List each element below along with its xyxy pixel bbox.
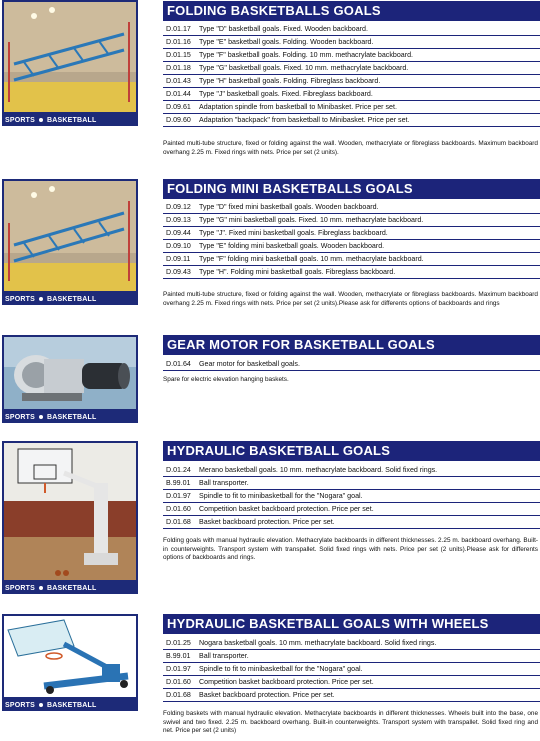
product-row: [163, 49, 540, 62]
photo-folding-goals: [2, 0, 138, 126]
product-code: D.09.60: [166, 116, 191, 124]
product-description: Nogara basketball goals. 10 mm. methacrylate backboard. Solid fixed rings.: [199, 639, 437, 647]
caption-subcategory: BASKETBALL: [46, 117, 97, 124]
photo-caption: [5, 117, 96, 124]
product-code: D.09.11: [166, 255, 191, 263]
product-image: [4, 337, 136, 409]
product-row: [163, 650, 540, 663]
photo-hydraulic-goals: [2, 441, 138, 594]
product-description: Merano basketball goals. 10 mm. methacrylate backboard. Solid fixed rings.: [199, 466, 438, 474]
product-description: Type "H". Folding mini basketball goals. Fibreglass backboard.: [199, 268, 396, 276]
product-description: Type "D" fixed mini basketball goals. Wooden backboard.: [199, 203, 379, 211]
product-description: Basket backboard protection. Price per set.: [199, 691, 335, 699]
product-code: D.09.13: [166, 216, 191, 224]
product-code: D.01.17: [166, 25, 191, 33]
bullet-icon: [39, 703, 43, 707]
caption-subcategory: BASKETBALL: [46, 414, 97, 421]
product-code: B.99.01: [166, 652, 191, 660]
product-description: Competition basket backboard protection. Price per set.: [199, 505, 374, 513]
product-image: [4, 2, 136, 112]
product-row: [163, 689, 540, 702]
product-description: Type "J" basketball goals. Fixed. Fibreglass backboard.: [199, 90, 373, 98]
bullet-icon: [39, 297, 43, 301]
product-code: D.01.16: [166, 38, 191, 46]
product-image: [4, 443, 136, 580]
section-description: Painted multi-tube structure, fixed or folding against the wall. Wooden, methacrylate or fibreglass backboards. Maximum backboard overhang 2.25 m. Fixed rings with nets. Price per set (2 units).Please ask for differents options of backboards and rings: [163, 291, 538, 307]
product-description: Ball transporter.: [199, 479, 249, 487]
caption-category: SPORTS: [5, 702, 35, 709]
product-row: [163, 490, 540, 503]
product-code: B.99.01: [166, 479, 191, 487]
product-code: D.01.64: [166, 360, 191, 368]
product-row: [163, 214, 540, 227]
product-code: D.01.68: [166, 518, 191, 526]
photo-caption: [5, 702, 96, 709]
product-row: [163, 240, 540, 253]
product-row: [163, 477, 540, 490]
product-image: [4, 616, 136, 697]
bullet-icon: [39, 586, 43, 590]
product-code: D.01.97: [166, 665, 191, 673]
product-row: [163, 227, 540, 240]
product-description: Type "F" folding mini basketball goals. 10 mm. methacrylate backboard.: [199, 255, 424, 263]
product-row: [163, 516, 540, 529]
product-code: D.01.25: [166, 639, 191, 647]
bullet-icon: [39, 415, 43, 419]
caption-category: SPORTS: [5, 414, 35, 421]
section-title: FOLDING MINI BASKETBALLS GOALS: [163, 179, 540, 199]
product-image: [4, 181, 136, 291]
product-code: D.01.18: [166, 64, 191, 72]
product-code: D.09.44: [166, 229, 191, 237]
product-code: D.09.12: [166, 203, 191, 211]
photo-gear-motor: [2, 335, 138, 423]
product-code: D.01.97: [166, 492, 191, 500]
photo-caption: [5, 585, 96, 592]
product-code: D.09.61: [166, 103, 191, 111]
product-description: Type "D" basketball goals. Fixed. Wooden backboard.: [199, 25, 368, 33]
section-description: Spare for electric elevation hanging baskets.: [163, 376, 289, 383]
photo-caption: [5, 296, 96, 303]
caption-category: SPORTS: [5, 117, 35, 124]
product-description: Type "H" basketball goals. Folding. Fibreglass backboard.: [199, 77, 381, 85]
caption-category: SPORTS: [5, 296, 35, 303]
product-code: D.01.15: [166, 51, 191, 59]
caption-subcategory: BASKETBALL: [46, 702, 97, 709]
section-description: Folding baskets with manual hydraulic elevation. Methacrylate backboards in different thicknesses. Wheels built into the base, one swivel and two fixed. 2.25 m. backboard overhang. Built-in counterweights. Transport system with transpallet. Solid fixed ring and net. Price per set (2 units): [163, 710, 538, 734]
product-description: Ball transporter.: [199, 652, 249, 660]
product-row: [163, 676, 540, 689]
bullet-icon: [39, 118, 43, 122]
product-code: D.09.43: [166, 268, 191, 276]
product-row: [163, 253, 540, 266]
product-row: [163, 101, 540, 114]
product-row: [163, 503, 540, 516]
product-code: D.01.44: [166, 90, 191, 98]
product-description: Type "J". Fixed mini basketball goals. Fibreglass backboard.: [199, 229, 388, 237]
section-title: HYDRAULIC BASKETBALL GOALS WITH WHEELS: [163, 614, 540, 634]
product-description: Adaptation "backpack" from basketball to Minibasket. Price per set.: [199, 116, 410, 124]
caption-subcategory: BASKETBALL: [46, 585, 97, 592]
product-row: [163, 62, 540, 75]
photo-caption: [5, 414, 96, 421]
section-title: HYDRAULIC BASKETBALL GOALS: [163, 441, 540, 461]
product-row: [163, 88, 540, 101]
product-code: D.09.10: [166, 242, 191, 250]
product-description: Type "G" mini basketball goals. Fixed. 10 mm. methacrylate backboard.: [199, 216, 424, 224]
product-description: Spindle to fit to minibasketball for the "Nogara" goal.: [199, 665, 363, 673]
product-description: Gear motor for basketball goals.: [199, 360, 300, 368]
product-row: [163, 663, 540, 676]
product-description: Adaptation spindle from basketball to Minibasket. Price per set.: [199, 103, 397, 111]
product-list: [163, 637, 540, 702]
product-description: Type "G" basketball goals. Fixed. 10 mm. methacrylate backboard.: [199, 64, 409, 72]
caption-category: SPORTS: [5, 585, 35, 592]
product-description: Spindle to fit to minibasketball for the "Nogara" goal.: [199, 492, 363, 500]
product-row: [163, 36, 540, 49]
product-list: [163, 358, 540, 371]
product-description: Type "F" basketball goals. Folding. 10 mm. methacrylate backboard.: [199, 51, 414, 59]
product-row: [163, 23, 540, 36]
product-row: [163, 637, 540, 650]
product-code: D.01.60: [166, 505, 191, 513]
section-description: Painted multi-tube structure, fixed or folding against the wall. Wooden, methacrylate or fibreglass backboards. Maximum backboard overhang 2.25 m. Fixed rings with nets. Price per set (2 units).: [163, 140, 538, 156]
caption-subcategory: BASKETBALL: [46, 296, 97, 303]
product-description: Competition basket backboard protection. Price per set.: [199, 678, 374, 686]
product-description: Type "E" folding mini basketball goals. Wooden backboard.: [199, 242, 385, 250]
photo-hydraulic-goals-wheels: [2, 614, 138, 711]
product-row: [163, 201, 540, 214]
product-code: D.01.24: [166, 466, 191, 474]
product-row: [163, 464, 540, 477]
product-list: [163, 23, 540, 127]
product-code: D.01.43: [166, 77, 191, 85]
product-code: D.01.68: [166, 691, 191, 699]
product-row: [163, 358, 540, 371]
product-row: [163, 266, 540, 279]
product-description: Basket backboard protection. Price per set.: [199, 518, 335, 526]
photo-folding-mini-goals: [2, 179, 138, 305]
section-description: Folding goals with manual hydraulic elevation. Methacrylate backboards in different thicknesses. 2.25 m. backboard overhang. Built-in counterweights. Transport system with transpallet. Solid fixed rings with nets. Price per set (2 units).Please ask for differents options of backboards and rings.: [163, 537, 538, 561]
product-row: [163, 114, 540, 127]
product-code: D.01.60: [166, 678, 191, 686]
product-list: [163, 201, 540, 279]
product-list: [163, 464, 540, 529]
section-title: GEAR MOTOR FOR BASKETBALL GOALS: [163, 335, 540, 355]
section-title: FOLDING BASKETBALLS GOALS: [163, 1, 540, 21]
product-description: Type "E" basketball goals. Folding. Wooden backboard.: [199, 38, 374, 46]
product-row: [163, 75, 540, 88]
